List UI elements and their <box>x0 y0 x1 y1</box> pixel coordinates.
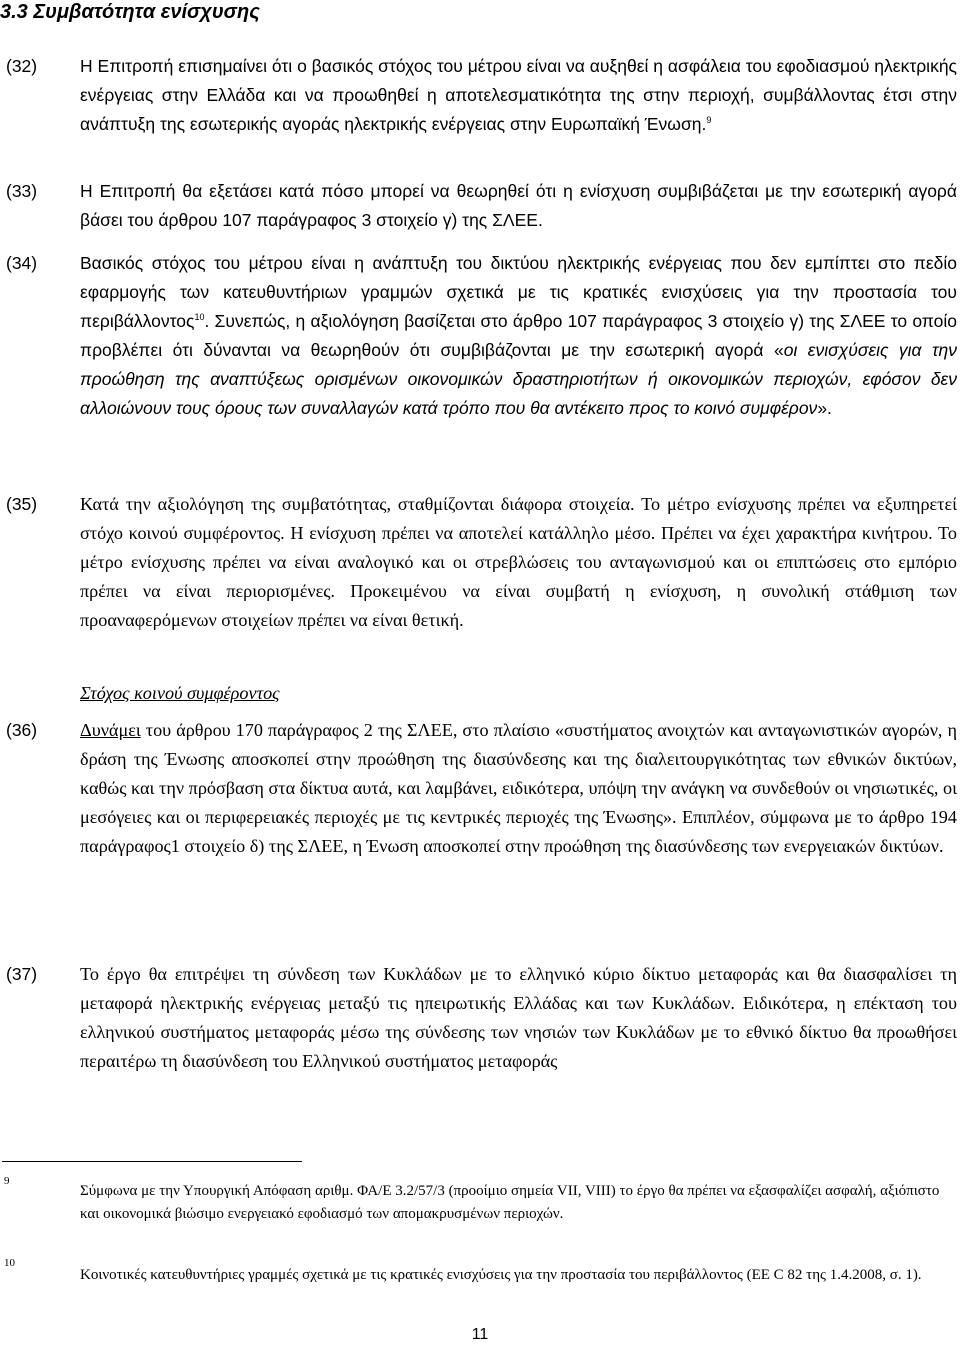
footnote-separator <box>2 1161 302 1162</box>
paragraph-number: (36) <box>6 720 38 740</box>
paragraph-text: Βασικός στόχος του μέτρου είναι η ανάπτυξη του δικτύου ηλεκτρικής ενέργειας που δεν εμπίπτει στο πεδίο εφαρμογής των κατευθυντήριων γραμμών σχετικά με τις κρατικές ενισχύσεις για την προστασία του περιβάλλοντος$^{10}$. Συνεπώς, η αξιολόγηση βασίζεται στο άρθρο 107 παράγραφος 3 στοιχείο γ) της ΣΛΕΕ το οποίο προβλέπει ότι δύνανται να θεωρηθούν ότι συμβιβάζονται με την εσωτερική αγορά «οι ενισχύσεις για την προώθηση της αναπτύξεως ορισμένων οικονομικών δραστηριοτήτων ή οικονομικών περιοχών, εφόσον δεν αλλοιώνουν τους όρους των συναλλαγών κατά τρόπο που θα αντέκειτο προς το κοινό συμφέρον». <box>80 253 957 418</box>
paragraph-text: Η Επιτροπή θα εξετάσει κατά πόσο μπορεί να θεωρηθεί ότι η ενίσχυση συμβιβάζεται με την εσωτερική αγορά βάσει του άρθρου 107 παράγραφος 3 στοιχείο γ) της ΣΛΕΕ. <box>80 181 957 230</box>
paragraph-number: (33) <box>6 181 38 201</box>
paragraph-number: (32) <box>6 56 38 76</box>
quoted-italic-text: οι ενισχύσεις για την προώθηση της αναπτύξεως ορισμένων οικονομικών δραστηριοτήτων ή οικονομικών περιοχών, εφόσον δεν αλλοιώνουν τους όρους των συναλλαγών κατά τρόπο που θα αντέκειτο προς το κοινό συμφέρον <box>80 340 957 418</box>
footnote-text: Κοινοτικές κατευθυντήριες γραμμές σχετικά με τις κρατικές ενισχύσεις για την προστασία του περιβάλλοντος (ΕΕ C 82 της 1.4.2008, σ. 1). <box>80 1267 922 1283</box>
paragraph-text: Το έργο θα επιτρέψει τη σύνδεση των Κυκλάδων με το ελληνικό κύριο δίκτυο μεταφοράς και θα διασφαλίσει τη μεταφορά ηλεκτρικής ενέργειας μεταξύ τις ηπειρωτικής Ελλάδας και των Κυκλάδων. Ειδικότερα, η επέκταση του ελληνικού συστήματος μεταφοράς μέσω της σύνδεσης των νησιών των Κυκλάδων με το εθνικό δίκτυο θα προωθήσει περαιτέρω τη διασύνδεση του Ελληνικού συστήματος μεταφοράς <box>80 964 957 1071</box>
footnote-text: Σύμφωνα με την Υπουργική Απόφαση αριθμ. ΦΑ/Ε 3.2/57/3 (προοίμιο σημεία VII, VIII) το έργο θα πρέπει να εξασφαλίζει ασφαλή, αξιόπιστο και οικονομικά βιώσιμο ενεργειακό εφοδιασμό των απομακρυσμένων περιοχών. <box>80 1183 940 1222</box>
paragraph-text: Κατά την αξιολόγηση της συμβατότητας, σταθμίζονται διάφορα στοιχεία. Το μέτρο ενίσχυσης πρέπει να εξυπηρετεί στόχο κοινού συμφέροντος. Η ενίσχυση πρέπει να αποτελεί κατάλληλο μέσο. Πρέπει να έχει χαρακτήρα κινήτρου. Το μέτρο ενίσχυσης πρέπει να είναι αναλογικό και οι στρεβλώσεις του ανταγωνισμού και οι επιπτώσεις στο εμπόριο πρέπει να είναι περιορισμένες. Προκειμένου να είναι συμβατή η ενίσχυση, η συνολική στάθμιση των προαναφερόμενων στοιχείων πρέπει να είναι θετική. <box>80 494 957 630</box>
subsection-heading: Στόχος κοινού συμφέροντος <box>80 683 280 703</box>
footnote-number: 10 <box>4 1257 15 1269</box>
footnote-ref[interactable]: 9 <box>706 115 712 126</box>
footnote-ref[interactable]: 10 <box>194 312 205 323</box>
paragraph-text: Η Επιτροπή επισημαίνει ότι ο βασικός στόχος του μέτρου είναι να αυξηθεί η ασφάλεια του εφοδιασμού ηλεκτρικής ενέργειας στην Ελλάδα και να προωθηθεί η αποτελεσματικότητα της στην περιοχή, συμβάλλοντας έτσι στην ανάπτυξη της εσωτερικής αγοράς ηλεκτρικής ενέργειας στην Ευρωπαϊκή Ένωση.$^9$ <box>80 56 957 134</box>
paragraph-number: (35) <box>6 494 38 514</box>
paragraph-number: (37) <box>6 964 38 984</box>
footnote-number: 9 <box>4 1175 10 1187</box>
page-number: 11 <box>471 1326 489 1343</box>
paragraph-number: (34) <box>6 253 38 273</box>
section-heading: 3.3 Συμβατότητα ενίσχυσης <box>0 1 260 23</box>
paragraph-text: Δυνάμει του άρθρου 170 παράγραφος 2 της ΣΛΕΕ, στο πλαίσιο «συστήματος ανοιχτών και ανταγωνιστικών αγορών, η δράση της Ένωσης αποσκοπεί στην προώθηση της διασύνδεσης και της διαλειτουργικότητας των εθνικών δικτύων, καθώς και την πρόσβαση στα δίκτυα αυτά, και λαμβάνει, ειδικότερα, υπόψη την ανάγκη να συνδεθούν οι νησιωτικές, οι μεσόγειες και οι περιφερειακές περιοχές με τις κεντρικές περιοχές της Ένωσης». Επιπλέον, σύμφωνα με το άρθρο 194 παράγραφος1 στοιχείο δ) της ΣΛΕΕ, η Ένωση αποσκοπεί στην προώθηση της διασύνδεσης των ενεργειακών δικτύων. <box>80 720 957 856</box>
